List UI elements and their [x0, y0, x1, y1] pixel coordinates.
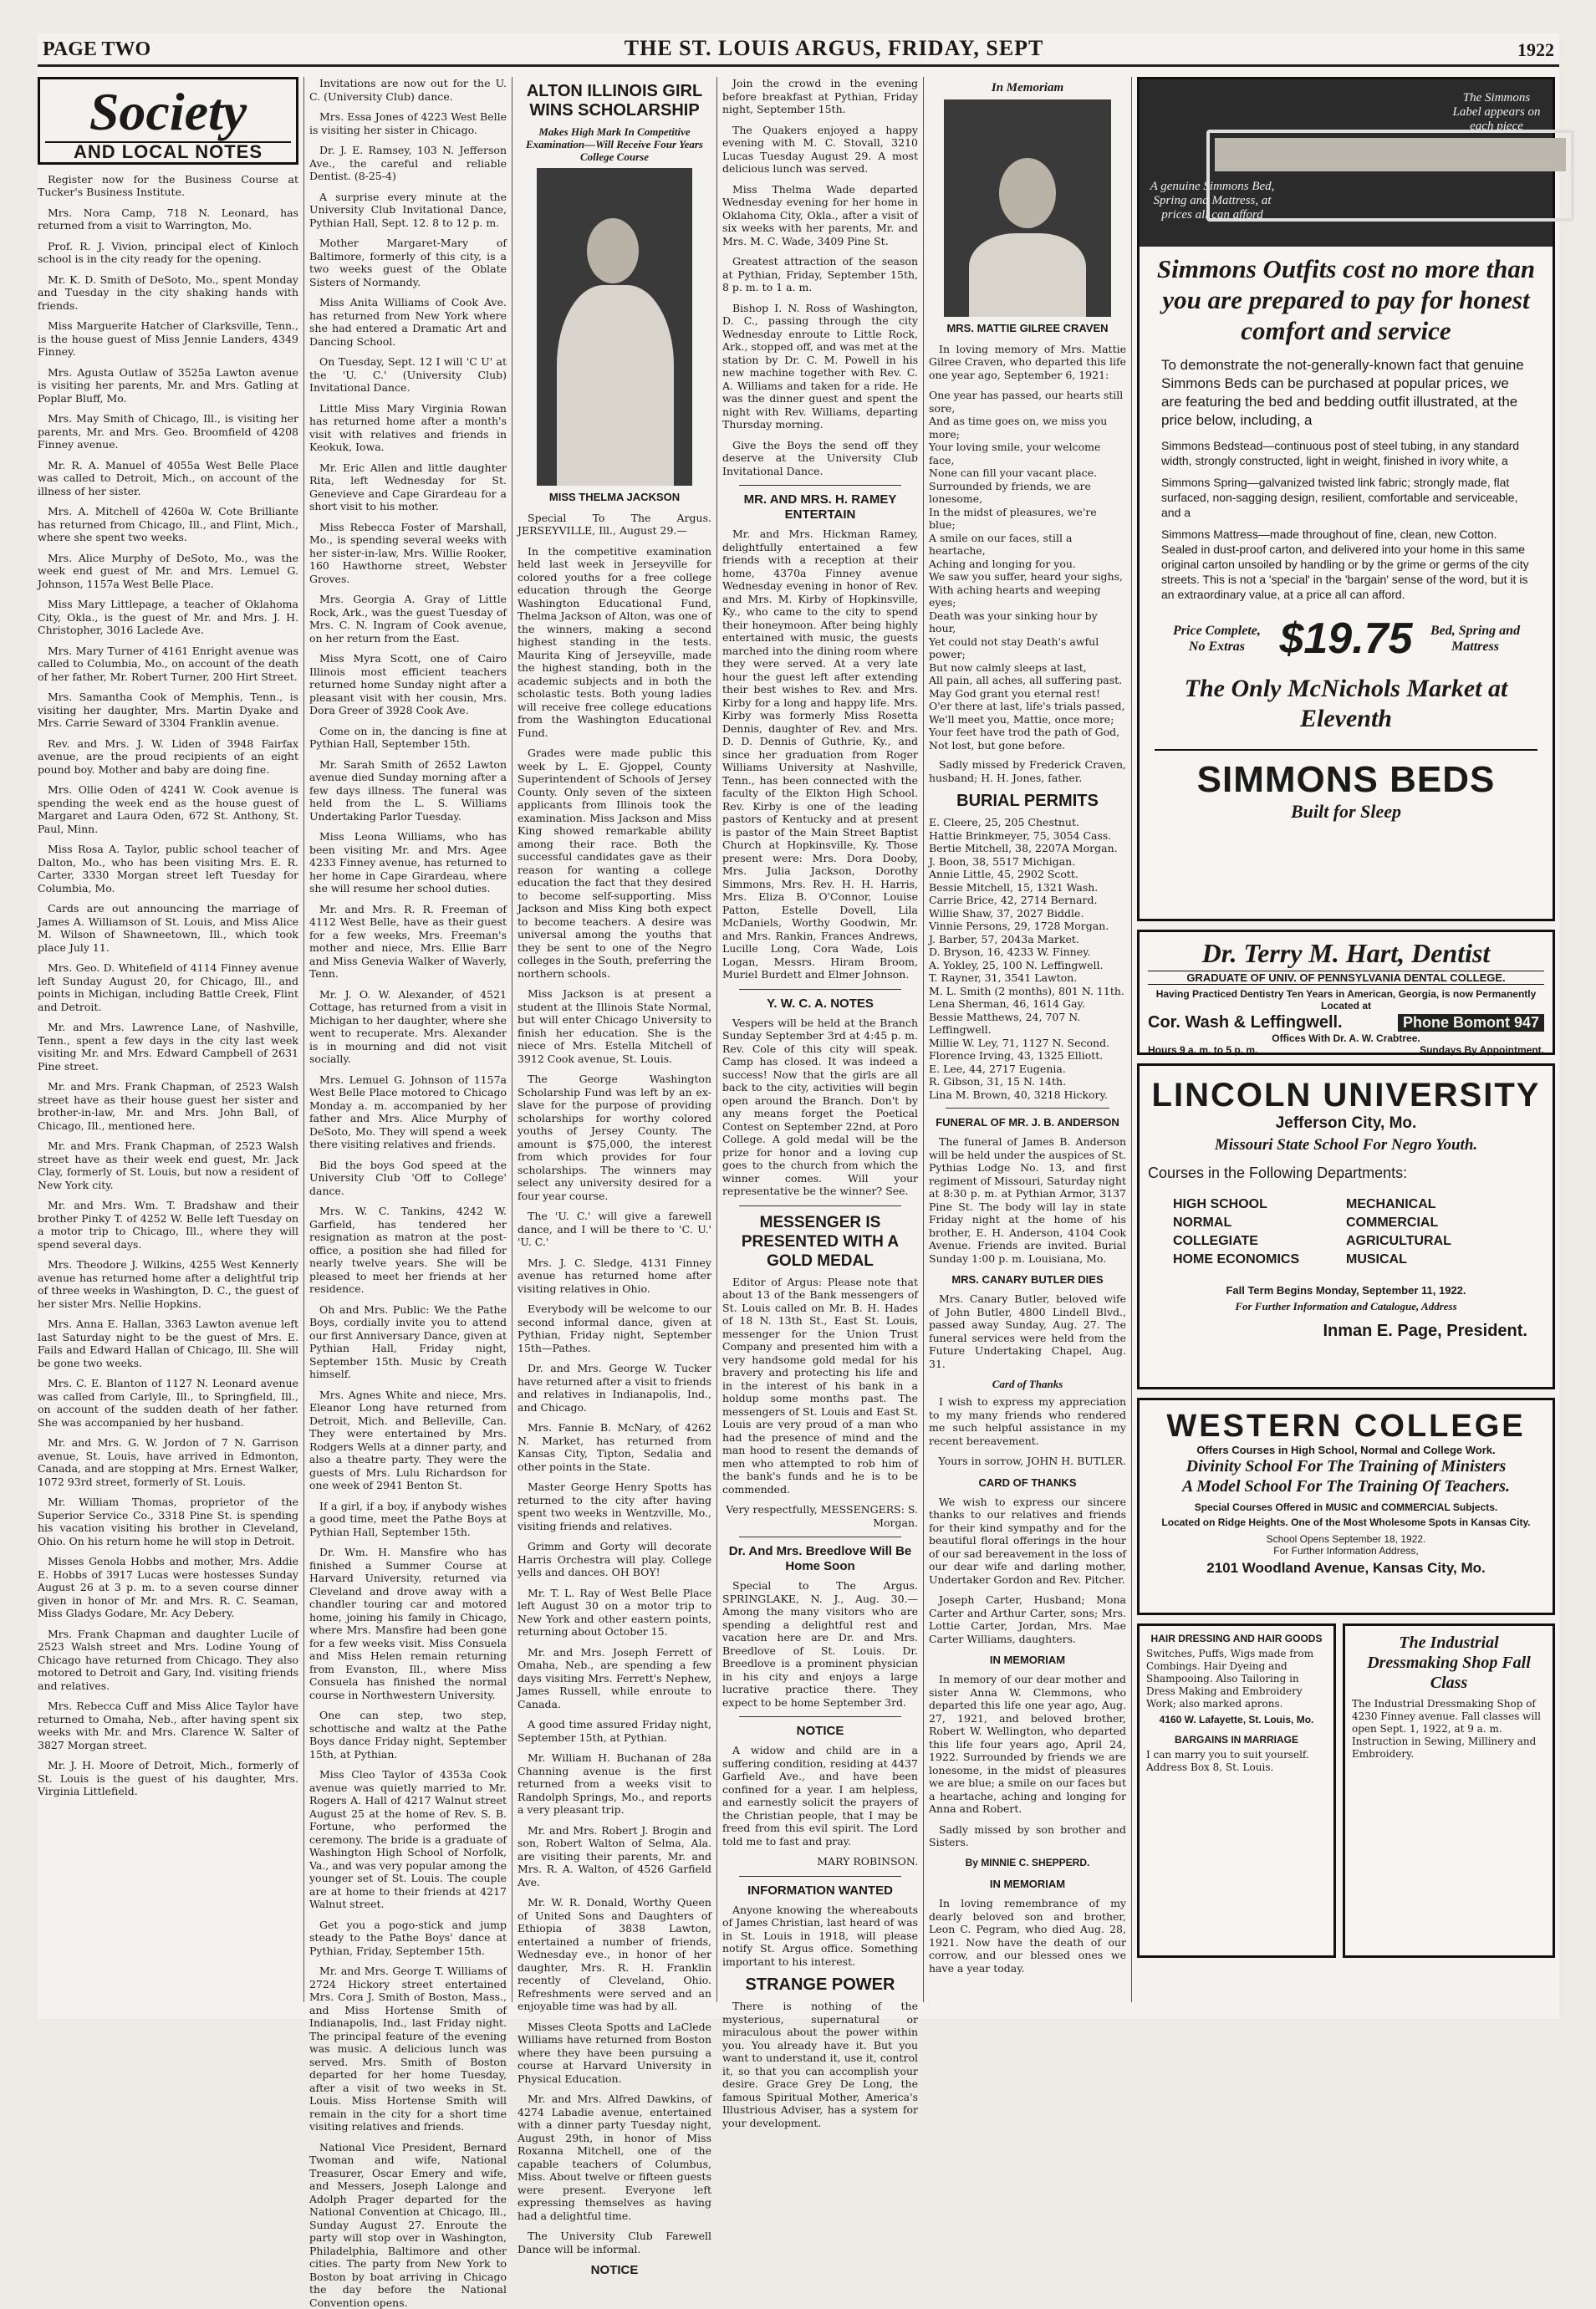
- hair-dressing-ad: [1137, 1623, 1336, 1958]
- local-item: A surprise every minute at the University Club Invitational Dance, Pythian Hall, Sept. 12. 8 to 12 p. m.: [309, 191, 507, 230]
- story-paragraph: Mrs. Fannie B. McNary, of 4262 N. Market, has returned from Kansas City, Tipton, Sedalia and other points in the State.: [518, 1421, 711, 1473]
- hart-dentist-ad: [1137, 930, 1555, 1055]
- news-brief: Greatest attraction of the season at Pythian, Friday, September 15th, 8 p. m. to 1 a. m.: [722, 255, 918, 294]
- memoriam2-signature: Sadly missed by son brother and Sisters.: [929, 1823, 1126, 1849]
- column-rule: [716, 77, 717, 2002]
- hair-text: Switches, Puffs, Wigs made from Combings. Hair Dyeing and Shampooing. Also Tailoring in Dress Making and Embroidery Work; also marked aprons.: [1146, 1648, 1327, 1710]
- memoriam-poem: [929, 389, 1126, 752]
- marriage-text: I can marry you to suit yourself. Address Box 8, St. Louis.: [1146, 1749, 1327, 1774]
- poem-line: Surrounded by friends, we are lonesome,: [929, 480, 1126, 506]
- simmons-brand: SIMMONS BEDS: [1146, 759, 1546, 801]
- hart-address: Cor. Wash & Leffingwell.: [1148, 1013, 1343, 1032]
- strange-power-heading: STRANGE POWER: [722, 1975, 918, 1995]
- memoriam-heading: In Memoriam: [929, 82, 1126, 94]
- society-item: Mrs. Anna E. Hallan, 3363 Lawton avenue left last Saturday night to be the guest of Mrs. E. Fails and Edward Hallan of Chicago, Ill. She will be gone two weeks.: [38, 1318, 298, 1369]
- lincoln-university-ad: [1137, 1063, 1555, 1389]
- western-special: Special Courses Offered in MUSIC and COMMERCIAL Subjects.: [1148, 1501, 1544, 1513]
- poem-line: Your feet have trod the path of God,: [929, 726, 1126, 739]
- masthead-date: 1922: [1517, 39, 1554, 61]
- simmons-headline: Simmons Outfits cost no more than you are prepared to pay for honest comfort and service: [1146, 253, 1546, 346]
- story-paragraph: In the competitive examination held last week in Jerseyville for colored youths for a free college education through the George Washington Educational Fund, Thelma Jackson of Alton, was one of the winners, making a second highest standing in the tests. Maurita King of Jerseyville, made the highest standing, both in the academic subjects and in both the scholastic tests. Both young ladies will receive free college educations from the Washington Educational Fund.: [518, 545, 711, 740]
- ads-column: [1137, 77, 1555, 1966]
- local-item: Mrs. Agnes White and niece, Mrs. Eleanor Long have returned from Detroit, Mich. and Belleville, Can. They were entertained by Mrs. Rodgers Wells at a dinner party, and also a theatre party. They were the guests of Mrs. Lulu Richardson for one week of 2941 Benton St.: [309, 1389, 507, 1492]
- small-ads-row: [1137, 1623, 1555, 1966]
- story-paragraph: Mr. and Mrs. Robert J. Brogin and son, Robert Walton of Selma, Ala. are visiting their parents, Mr. and Mrs. R. A. Walton, of 4526 Garfield Ave.: [518, 1824, 711, 1889]
- local-item: Invitations are now out for the U. C. (University Club) dance.: [309, 77, 507, 103]
- simmons-ad: [1137, 77, 1555, 921]
- photo-caption: MRS. MATTIE GILREE CRAVEN: [929, 322, 1126, 335]
- industrial-text: The Industrial Dressmaking Shop of 4230 Finney avenue. Fall classes will open Sept. 1, 1922, at 9 a. m. Instruction in Sewing, Millinery and Embroidery.: [1352, 1698, 1546, 1761]
- story-paragraph: Mrs. J. C. Sledge, 4131 Finney avenue has returned home after visiting relatives in Ohio.: [518, 1256, 711, 1296]
- column-locals: [309, 77, 507, 2002]
- simmons-intro: To demonstrate the not-generally-known fact that genuine Simmons Beds can be purchased at popular prices, we are featuring the bed and bedding outfit illustrated, at the price below, including, a: [1146, 356, 1546, 430]
- department: NORMAL: [1173, 1214, 1346, 1232]
- poem-line: Yet could not stay Death's awful power;: [929, 635, 1126, 661]
- story-paragraph: Misses Cleota Spotts and LaClede Williams have returned from Boston where they have been pursuing a course at Harvard University in Physical Education.: [518, 2021, 711, 2086]
- society-item: Mr. and Mrs. G. W. Jordon of 7 N. Garrison avenue, St. Louis, have arrived in Edmonton, Canada, and are stopping at Mrs. Ernest Walker, 1072 93rd street, formerly of St. Louis.: [38, 1436, 298, 1488]
- wanted-story: Anyone knowing the whereabouts of James Christian, last heard of was in St. Louis in 1918, will please notify St. Argus office. Something important to his interest.: [722, 1904, 918, 1969]
- marriage-head: BARGAINS IN MARRIAGE: [1146, 1734, 1327, 1746]
- society-item: Mrs. Theodore J. Wilkins, 4255 West Kennerly avenue has returned home after a delightful trip of three weeks in Washington, D. C., the guest of her sister Mrs. Nellie Hopkins.: [38, 1258, 298, 1310]
- story-paragraph: Mr. T. L. Ray of West Belle Place left August 30 on a motor trip to New York and other eastern points, returning about October 15.: [518, 1587, 711, 1639]
- thanks-heading: CARD OF THANKS: [929, 1476, 1126, 1491]
- society-item: Mr. R. A. Manuel of 4055a West Belle Place was called to Detroit, Mich., on account of the illness of her sister.: [38, 459, 298, 498]
- poem-line: In the midst of pleasures, we're blue;: [929, 506, 1126, 532]
- poem-line: We'll meet you, Mattie, once more;: [929, 713, 1126, 726]
- bed-note: A genuine Simmons Bed, Spring and Mattress, at prices all can afford: [1150, 180, 1275, 222]
- society-item: Miss Rosa A. Taylor, public school teacher of Dalton, Mo., who has been visiting Mrs. E. R. Carter, 3330 Morgan street left Tuesday for Columbia, Mo.: [38, 843, 298, 895]
- wanted-heading: INFORMATION WANTED: [722, 1883, 918, 1899]
- story-paragraph: The George Washington Scholarship Fund was left by an ex-slave for the purpose of providing scholarships for worthy colored youths of Jersey County. The amount is $75,000, the interest from which provides for four scholarships. The winners may select any university desired for a four year course.: [518, 1073, 711, 1202]
- poem-line: We saw you suffer, heard your sighs,: [929, 570, 1126, 584]
- burial-entry: Carrie Brice, 42, 2714 Bernard.: [929, 894, 1126, 907]
- department: COLLEGIATE: [1173, 1232, 1346, 1251]
- hart-sundays: Sundays By Appointment.: [1420, 1044, 1544, 1056]
- poem-line: O'er there at last, life's trials passed,: [929, 700, 1126, 713]
- hart-grad: GRADUATE OF UNIV. OF PENNSYLVANIA DENTAL COLLEGE.: [1148, 971, 1544, 985]
- local-item: Mr. and Mrs. George T. Williams of 2724 Hickory street entertained Mrs. Cora J. Smith of Boston, Mass., and Miss Hortense Smith of Indianapolis, Ind., last Friday night. The principal feature of the evening was music. A delicious lunch was served. Mrs. Smith of Boston departed for her home Tuesday, after a visit of two weeks in St. Louis. Miss Hortense Smith will remain in the city for a short time visiting relatives and friends.: [309, 1965, 507, 2133]
- news-briefs: [722, 77, 918, 477]
- funeral-story: The funeral of James B. Anderson will be held under the auspices of St. Pythias Lodge No. 13, and first regiment of Missouri, Saturday night at 8:30 p. m. at Pythian Armor, 3137 Pine St. The body will lay in state Friday night at the home of his brother, E. H. Anderson, 4104 Cook Avenue. Friends are invited. Burial Sunday 1:00 p. m. Louisiana, Mo.: [929, 1135, 1126, 1265]
- industrial-title: The Industrial Dressmaking Shop Fall Class: [1352, 1633, 1546, 1693]
- simmons-tagline: Built for Sleep: [1146, 801, 1546, 823]
- newspaper-page: [38, 33, 1559, 2019]
- story-paragraph: Dr. and Mrs. George W. Tucker have returned after a visit to friends and relatives in Indianapolis, Ind., and Chicago.: [518, 1362, 711, 1414]
- local-item: Mrs. Essa Jones of 4223 West Belle is visiting her sister in Chicago.: [309, 110, 507, 136]
- story-paragraph: The 'U. C.' will give a farewell dance, and I will be there to 'C. U.' 'U. C.': [518, 1210, 711, 1249]
- memoriam-intro: In loving memory of Mrs. Mattie Gilree Craven, who departed this life one year ago, September 6, 1921:: [929, 343, 1126, 382]
- simmons-bedstead: Simmons Bedstead—continuous post of steel tubing, in any standard width, strongly constructed, light in weight, finished in ivory white, a: [1146, 438, 1546, 468]
- poem-line: But now calmly sleeps at last,: [929, 661, 1126, 675]
- butler-card: I wish to express my appreciation to my many friends who rendered me such helpful assistance in my recent bereavement.: [929, 1395, 1126, 1447]
- butler-heading: MRS. CANARY BUTLER DIES: [929, 1272, 1126, 1287]
- column-news: [722, 77, 918, 2002]
- price: $19.75: [1279, 614, 1412, 664]
- photo-caption: MISS THELMA JACKSON: [518, 491, 711, 504]
- society-item: Mr. K. D. Smith of DeSoto, Mo., spent Monday and Tuesday in the city shaking hands with friends.: [38, 273, 298, 313]
- society-item: Mr. William Thomas, proprietor of the Superior Service Co., 3318 Pine St. is spending his vacation visiting his brother in Cleveland, Ohio. On his return home he will stop in Detroit.: [38, 1496, 298, 1547]
- department: AGRICULTURAL: [1346, 1232, 1519, 1251]
- hart-phone: Phone Bomont 947: [1398, 1014, 1544, 1032]
- ywca-story: Vespers will be held at the Branch Sunday September 3rd at 4:45 p. m. Rev. Cole of this city will speak. Camp has closed. It was indeed a success! Now that the girls are all back to the city, activities will begin open around the Branch. Don't by any means forget the Poetical Contest on September 22nd, at Poro College. A gold medal will be the prize for honor and a loving cup goes to the church from which the winner comes. Will your representative be the winner? See.: [722, 1017, 918, 1198]
- notice-heading: NOTICE: [518, 2263, 711, 2278]
- local-item: Miss Myra Scott, one of Cairo Illinois most efficient teachers returned home Sunday night after a pleasant visit with her cousin, Mrs. Dora Greer of 3928 Cook Ave.: [309, 652, 507, 717]
- burial-permits-heading: BURIAL PERMITS: [929, 792, 1126, 811]
- society-item: Prof. R. J. Vivion, principal elect of Kinloch school is in the city ready for the opening.: [38, 240, 298, 266]
- lincoln-subtitle: Missouri State School For Negro Youth.: [1148, 1136, 1544, 1154]
- burial-entry: J. Barber, 57, 2043a Market.: [929, 933, 1126, 946]
- burial-entry: A. Yokley, 25, 100 N. Leffingwell.: [929, 959, 1126, 972]
- local-item: Miss Leona Williams, who has been visiting Mr. and Mrs. Agee 4233 Finney avenue, has returned to her home in Cape Girardeau, where she will resume her school duties.: [309, 830, 507, 895]
- burial-entry: Willie Shaw, 37, 2027 Biddle.: [929, 907, 1126, 920]
- news-brief: Miss Thelma Wade departed Wednesday evening for her home in Oklahoma City, Okla., after a visit of six weeks with her parents, Mr. and Mrs. M. C. Wade, 3409 Pine St.: [722, 183, 918, 248]
- news-brief: Give the Boys the send off they deserve at the University Club Invitational Dance.: [722, 439, 918, 478]
- local-item: Get you a pogo-stick and jump steady to the Pathe Boys' dance at Pythian, Friday, September 15th.: [309, 1919, 507, 1958]
- story-paragraph: Grimm and Gorty will decorate Harris Orchestra will play. College yells and dances. OH BOY!: [518, 1540, 711, 1579]
- local-item: If a girl, if a boy, if anybody wishes a good time, meet the Pathe Boys at Pythian Hall, September 15th.: [309, 1500, 507, 1539]
- scholarship-deck: Makes High Mark In Competitive Examination—Will Receive Four Years College Course: [518, 125, 711, 163]
- news-brief: The Quakers enjoyed a happy evening with M. C. Stovall, 3210 Lucas Tuesday August 29. A most delicious lunch was served.: [722, 124, 918, 176]
- poem-line: Not lost, but gone before.: [929, 739, 1126, 752]
- burial-entry: Lena Sherman, 46, 1614 Gay.: [929, 997, 1126, 1011]
- scholarship-story: [518, 545, 711, 2256]
- memoriam2-heading: IN MEMORIAM: [929, 1653, 1126, 1668]
- society-item: Mrs. Geo. D. Whitefield of 4114 Finney avenue left Sunday August 20, for Chicago, Ill., and points in Michigan, including Battle Creek, Flint and Detroit.: [38, 961, 298, 1013]
- industrial-dressmaking-ad: [1343, 1623, 1555, 1958]
- society-logo: Society: [45, 83, 291, 141]
- messenger-heading: MESSENGER IS PRESENTED WITH A GOLD MEDAL: [722, 1213, 918, 1271]
- society-item: Mr. and Mrs. Wm. T. Bradshaw and their brother Pinky T. of 4252 W. Belle left Tuesday on a motor trip to Chicago, Ill., where they will spend several days.: [38, 1199, 298, 1251]
- hair-address: 4160 W. Lafayette, St. Louis, Mo.: [1146, 1714, 1327, 1725]
- price-right: Bed, Spring and Mattress: [1430, 623, 1522, 655]
- lincoln-departments: [1148, 1195, 1544, 1269]
- funeral-heading: FUNERAL OF MR. J. B. ANDERSON: [929, 1115, 1126, 1130]
- locals-items: [309, 77, 507, 2309]
- society-item: Mrs. Agusta Outlaw of 3525a Lawton avenue is visiting her parents, Mr. and Mrs. Gatling at Poplar Bluff, Mo.: [38, 366, 298, 405]
- poem-line: One year has passed, our hearts still sore,: [929, 389, 1126, 415]
- poem-line: May God grant you eternal rest!: [929, 687, 1126, 701]
- society-item: Rev. and Mrs. J. W. Liden of 3948 Fairfax avenue, are the proud recipients of an eight pound boy. Mother and baby are doing fine.: [38, 737, 298, 777]
- page-label: PAGE TWO: [43, 38, 150, 61]
- local-item: Miss Anita Williams of Cook Ave. has returned from New York where she had entered a Dramatic Art and Dancing School.: [309, 296, 507, 348]
- simmons-spring: Simmons Spring—galvanized twisted link fabric; strongly made, flat surfaced, non-sagging design, resilient, comfortable and serviceable, and a: [1146, 475, 1546, 520]
- price-left: Price Complete, No Extras: [1170, 623, 1262, 655]
- by-line: By MINNIE C. SHEPPERD.: [929, 1857, 1126, 1870]
- society-item: Mrs. Frank Chapman and daughter Lucile of 2523 Walsh street and Mrs. Lodine Young of Chicago have returned from Chicago. They also motored to Detroit and Gary, Ind. visiting friends and relatives.: [38, 1628, 298, 1693]
- memoriam2-story: In memory of our dear mother and sister Anna W. Clemmons, who departed this life one year ago, Aug. 27, 1921, and beloved brother, Robert W. Wellington, who departed this life four years ago, April 24, 1922. Surrounded by friends we are lonesome, in the midst of pleasures we are blue; a smile on our faces but a heartache, aching and longing for Anna and Robert.: [929, 1673, 1126, 1816]
- breedlove-heading: Dr. And Mrs. Breedlove Will Be Home Soon: [722, 1544, 918, 1574]
- masthead: [38, 33, 1559, 67]
- western-model: A Model School For The Training Of Teachers.: [1148, 1476, 1544, 1496]
- messenger-signature: Very respectfully, MESSENGERS: S. Morgan.: [722, 1503, 918, 1529]
- story-paragraph: Mr. W. R. Donald, Worthy Queen of United Sons and Daughters of Ethiopia of 3838 Lawton, entertained a number of friends, Wednesday eve., in honor of her daughter, Mrs. R. H. Franklin recently of Cleveland, Ohio. Refreshments were served and an enjoyable time was had by all.: [518, 1896, 711, 2013]
- poem-line: None can fill your vacant place.: [929, 466, 1126, 480]
- burial-entry: Bessie Matthews, 24, 707 N. Leffingwell.: [929, 1011, 1126, 1037]
- society-item: Mrs. Ollie Oden of 4241 W. Cook avenue is spending the week end as the house guest of Margaret and Laura Oden, 672 St. Anthony, St. Paul, Minn.: [38, 783, 298, 835]
- society-item: Mr. J. H. Moore of Detroit, Mich., formerly of St. Louis is the guest of his daughter, Mrs. Virginia Littlefield.: [38, 1759, 298, 1798]
- burial-entry: E. Cleere, 25, 205 Chestnut.: [929, 816, 1126, 829]
- story-paragraph: Master George Henry Spotts has returned to the city after having spent two weeks in Wentzville, Mo., visiting friends and relatives.: [518, 1481, 711, 1532]
- burial-entry: Bertie Mitchell, 38, 2207A Morgan.: [929, 842, 1126, 855]
- bed-illustration: [1140, 79, 1553, 247]
- local-item: Miss Rebecca Foster of Marshall, Mo., is spending several weeks with her sister-in-law, Mrs. Willie Rooker, 160 Hawthorne street, Webster Groves.: [309, 521, 507, 586]
- story-paragraph: A good time assured Friday night, September 15th, at Pythian.: [518, 1718, 711, 1744]
- local-item: One can step, two step, schottische and waltz at the Pathe Boys dance Friday night, September 15th, at Pythian.: [309, 1709, 507, 1761]
- hart-office: Offices With Dr. A. W. Crabtree.: [1148, 1032, 1544, 1044]
- simmons-mattress: Simmons Mattress—made throughout of fine, clean, new Cotton. Sealed in dust-proof carton, and delivered into your home in this same original carton unsoiled by handling or by the grime or germs of the city streets. This is not a 'special' in the 'bargain' sense of the word, but it is an extraordinary value, at a price all can afford.: [1146, 527, 1546, 602]
- local-item: Mr. Eric Allen and little daughter Rita, left Wednesday for St. Genevieve and Cape Girardeau for a short visit to his mother.: [309, 461, 507, 513]
- society-item: Cards are out announcing the marriage of James A. Williamson of St. Louis, and Miss Alice M. Wilson of Shawneetown, Ill., which took place July 11.: [38, 902, 298, 954]
- local-item: Mrs. Georgia A. Gray of Little Rock, Ark., was the guest Tuesday of Mrs. C. N. Ingram of Cook avenue, on her return from the East.: [309, 593, 507, 645]
- messenger-story: Editor of Argus: Please note that about 13 of the Bank messengers of St. Louis called on Mr. B. H. Hades of 18 N. 13th St., East St. Louis, messenger for the Union Trust Company and presented him with a very handsome gold medal for his bravery and protecting his life and in the interest of his bank in a holdup some months past. The messengers of St. Louis and East St. Louis are very proud of a man who had the presence of mind and the man hood to resent the demands of men who attempted to rob him of the bank's funds and he is to be commended.: [722, 1276, 918, 1496]
- story-paragraph: Grades were made public this week by L. E. Gjoppel, County Superintendent of Schools of Jersey County. Only seven of the sixteen applicants from Illinois took the examination. Miss Jackson and Miss King showed remarkable ability among their race. Both the successful candidates gave as their reason for wanting a college education the fact that they desired to become self-supporting. Miss Jackson and Miss King both expect to become teachers. A desire was universal among the youths that they be sent to one of the Negro colleges in the South, preferring the northern schools.: [518, 747, 711, 980]
- society-item: Mrs. A. Mitchell of 4260a W. Cote Brilliante has returned from Chicago, Ill., and Flint, Mich., where she spent two weeks.: [38, 505, 298, 544]
- thanks-signature: Joseph Carter, Husband; Mona Carter and Arthur Carter, sons; Mrs. Lottie Carter, Jordan, Mrs. Mae Carter Williams, daughters.: [929, 1593, 1126, 1645]
- burial-entry: M. L. Smith (2 months), 801 N. 11th.: [929, 985, 1126, 998]
- society-item: Mrs. Rebecca Cuff and Miss Alice Taylor have returned to Omaha, Neb., after having spent six weeks with Mr. and Mrs. Clarence W. Salter of 3827 Morgan street.: [38, 1700, 298, 1751]
- thanks-story: We wish to express our sincere thanks to our relatives and friends for their kind sympathy and for the beautiful floral offerings in the hour of our sad bereavement in the loss of our dear wife and darling mother, Undertaker Gordon and Rev. Pitcher.: [929, 1496, 1126, 1587]
- society-item: Mr. and Mrs. Lawrence Lane, of Nashville, Tenn., spent a few days in the city last week visiting Mr. and Mrs. Edward Campbell of 2631 Pine street.: [38, 1021, 298, 1073]
- local-item: National Vice President, Bernard Twoman and wife, National Treasurer, Oscar Emery and wife, and Messers, Joseph Lalonge and Adolph Prager departed for the National Convention at Chicago, Ill., Sunday August 27. Enroute the party will stop over in Washington, Philadelphia, Baltimore and other cities. The party from New York to Boston by boat arriving in Chicago the day before the National Convention opens.: [309, 2141, 507, 2309]
- column-memoriam: [929, 77, 1126, 2002]
- burial-entry: R. Gibson, 31, 15 N. 14th.: [929, 1075, 1126, 1088]
- price-row: [1146, 614, 1546, 664]
- butler-story: Mrs. Canary Butler, beloved wife of John Butler, 4800 Lindell Blvd., passed away Sunday, Aug. 27. The funeral services were held from the Future Undertaking Chapel, Aug. 31.: [929, 1292, 1126, 1370]
- lincoln-courses: Courses in the Following Departments:: [1148, 1165, 1544, 1182]
- society-item: Mrs. Mary Turner of 4161 Enright avenue was called to Columbia, Mo., on account of the death of her father, Mr. Robert Turner, 200 Hirt Street.: [38, 645, 298, 684]
- society-subtitle: AND LOCAL NOTES: [45, 141, 291, 159]
- story-paragraph: Everybody will be welcome to our second informal dance, given at Pythian, Friday night, September 15th—Pathes.: [518, 1302, 711, 1354]
- mattie-craven-photo: [944, 99, 1111, 317]
- society-item: Mrs. May Smith of Chicago, Ill., is visiting her parents, Mr. and Mrs. Geo. Broomfield of 4208 Finney avenue.: [38, 412, 298, 451]
- notice-signature: MARY ROBINSON.: [722, 1855, 918, 1868]
- ywca-heading: Y. W. C. A. NOTES: [722, 996, 918, 1012]
- story-paragraph: The University Club Farewell Dance will be informal.: [518, 2230, 711, 2255]
- western-located: Located on Ridge Heights. One of the Most Wholesome Spots in Kansas City.: [1148, 1516, 1544, 1528]
- lincoln-city: Jefferson City, Mo.: [1148, 1114, 1544, 1133]
- story-paragraph: Mr. and Mrs. Alfred Dawkins, of 4274 Labadie avenue, entertained with a dinner party Tuesday night, August 29th, in honor of Miss Roxanna Mitchell, one of the capable teachers of Columbus, Miss. About twelve or fifteen guests were present. Everyone left expressing themselves as having had a delightful time.: [518, 2092, 711, 2222]
- lincoln-fall: Fall Term Begins Monday, September 11, 1922.: [1148, 1284, 1544, 1297]
- society-item: Mr. and Mrs. Frank Chapman, of 2523 Walsh street have as their week end guest, Mr. Jack Clay, formerly of St. Louis, but now a resident of New York city.: [38, 1139, 298, 1191]
- poem-line: And as time goes on, we miss you more;: [929, 415, 1126, 441]
- society-item: Mrs. Samantha Cook of Memphis, Tenn., is visiting her daughter, Mrs. Martin Dyake and Mrs. Carrie Seward of 3304 Franklin avenue.: [38, 691, 298, 730]
- local-item: Dr. J. E. Ramsey, 103 N. Jefferson Ave., the careful and reliable Dentist. (8-25-4): [309, 144, 507, 183]
- column-scholarship: [518, 77, 711, 2002]
- hair-head: HAIR DRESSING AND HAIR GOODS: [1146, 1633, 1327, 1644]
- society-item: Mr. and Mrs. Frank Chapman, of 2523 Walsh street have as their house guest her sister and brother-in-law, Mr. and Mrs. John Ball, of Chicago, Ill., mentioned here.: [38, 1080, 298, 1132]
- column-rule: [1131, 77, 1132, 2002]
- local-item: Little Miss Mary Virginia Rowan has returned home after a month's visit with relatives and friends in Keokuk, Iowa.: [309, 402, 507, 454]
- column-rule: [923, 77, 924, 2002]
- local-item: Mrs. Lemuel G. Johnson of 1157a West Belle Place motored to Chicago Monday a. m. accompanied by her father and Mrs. Alice Murphy of DeSoto, Mo. They will spend a week there visiting relatives and friends.: [309, 1073, 507, 1151]
- local-item: On Tuesday, Sept. 12 I will 'C U' at the 'U. C.' (University Club) Invitational Dance.: [309, 355, 507, 395]
- burial-entry: T. Rayner, 31, 3541 Lawton.: [929, 971, 1126, 985]
- local-item: Mrs. W. C. Tankins, 4242 W. Garfield, has tendered her resignation as matron at the post-office, a position she had filled for nearly twelve years. She will be pleased to meet her friends at her residence.: [309, 1205, 507, 1296]
- poem-line: Aching and longing for you.: [929, 558, 1126, 571]
- burial-list: [929, 816, 1126, 1101]
- label-note: The Simmons Label appears on each piece: [1451, 91, 1542, 134]
- local-item: Mr. J. O. W. Alexander, of 4521 Cottage, has returned from a visit in Michigan to her daughter, where she went to recuperate. Mrs. Alexander is in mourning and did not visit socially.: [309, 988, 507, 1066]
- memoriam3-heading: IN MEMORIAM: [929, 1877, 1126, 1892]
- department: HOME ECONOMICS: [1173, 1251, 1346, 1269]
- burial-entry: Florence Irving, 43, 1325 Elliott.: [929, 1049, 1126, 1063]
- society-logo-box: [38, 77, 298, 165]
- poem-line: Your loving smile, your welcome face,: [929, 441, 1126, 466]
- dateline: Special To The Argus. JERSEYVILLE, Ill., August 29.—: [518, 512, 711, 538]
- local-item: Mr. and Mrs. R. R. Freeman of 4112 West Belle, have as their guest for a few weeks, Mrs. Freeman's mother and niece, Mrs. Ellie Barr and Miss Genevia Walker of Waverly, Tenn.: [309, 903, 507, 981]
- western-college-ad: [1137, 1398, 1555, 1615]
- memoriam-signature: Sadly missed by Frederick Craven, husband; H. H. Jones, father.: [929, 758, 1126, 784]
- butler-card-heading: Card of Thanks: [929, 1378, 1126, 1390]
- breedlove-story: Special to The Argus. SPRINGLAKE, N. J., Aug. 30.—Among the many visitors who are spending a delightful rest and vacation here are Dr. and Mrs. Breedlove of St. Louis. Dr. Breedlove is a prominent physician in his city and enjoys a large lucrative practice there. They expect to be home September 3rd.: [722, 1579, 918, 1709]
- local-item: Bid the boys God speed at the University Club 'Off to College' dance.: [309, 1159, 507, 1198]
- local-item: Dr. Wm. H. Mansfire who has finished a Summer Course at Harvard University, returned via Cleveland and drove away with a chandler touring car and motored home, joining his family in Chicago, where Mrs. Mansfire had been gone for a few weeks visit. Miss Consuela and Miss Helen remain returning from Evanston, Ill., where Miss Consuela has finished the normal course in Northwestern University.: [309, 1546, 507, 1701]
- story-paragraph: Mr. and Mrs. Joseph Ferrett of Omaha, Neb., are spending a few days visiting Mrs. Ferrett's Nephew, James Russell, while enroute to Canada.: [518, 1646, 711, 1711]
- western-address: 2101 Woodland Avenue, Kansas City, Mo.: [1148, 1560, 1544, 1577]
- society-item: Miss Mary Littlepage, a teacher of Oklahoma City, Okla., is the guest of Mr. and Mrs. J. H. Christopher, 3016 Laclede Ave.: [38, 598, 298, 637]
- western-info: For Further Information Address,: [1148, 1545, 1544, 1557]
- hart-title: Dr. Terry M. Hart, Dentist: [1148, 937, 1544, 969]
- thelma-jackson-photo: [537, 168, 692, 486]
- poem-line: With aching hearts and weeping eyes;: [929, 584, 1126, 609]
- local-item: Mr. Sarah Smith of 2652 Lawton avenue died Sunday morning after a few days illness. The funeral was held from the L. S. Williams Undertaking Parlor Tuesday.: [309, 758, 507, 823]
- society-item: Register now for the Business Course at Tucker's Business Institute.: [38, 173, 298, 199]
- burial-entry: Millie W. Ley, 71, 1127 N. Second.: [929, 1037, 1126, 1050]
- local-item: Miss Cleo Taylor of 4353a Cook avenue was quietly married to Mr. Rogers A. Hall of 4217 Walnut street August 25 at the home of Rev. S. B. Fortune, who performed the ceremony. The bride is a graduate of Washington High School of Norfolk, Va., and was very popular among the younger set of St. Louis. The couple are at home to their friends at 4217 Walnut street.: [309, 1768, 507, 1911]
- story-paragraph: Mr. William H. Buchanan of 28a Channing avenue is the first returned from a weeks visit to Randolph Springs, Mo., and reports a very pleasant trip.: [518, 1751, 711, 1817]
- burial-entry: Hattie Brinkmeyer, 75, 3054 Cass.: [929, 829, 1126, 843]
- memoriam3-story: In loving remembrance of my dearly beloved son and brother, Leon C. Pegram, who died Aug. 28, 1921. Now have the death of our corrow, and our blessed ones we have a year today.: [929, 1897, 1126, 1975]
- notice-story: A widow and child are in a suffering condition, residing at 4437 Garfield Ave., and have been confined for a year. I am helpless, and earnestly solicit the prayers of the Christian people, that I may be freed from this evil spirit. The Lord told me to fast and pray.: [722, 1744, 918, 1848]
- department: MUSICAL: [1346, 1251, 1519, 1269]
- burial-entry: Annie Little, 45, 2902 Scott.: [929, 868, 1126, 881]
- lincoln-title: LINCOLN UNIVERSITY: [1148, 1076, 1544, 1114]
- western-opens: School Opens September 18, 1922.: [1148, 1533, 1544, 1545]
- notice-heading: NOTICE: [722, 1724, 918, 1739]
- society-item: Mrs. Alice Murphy of DeSoto, Mo., was the week end guest of Mr. and Mrs. Lemuel G. Johnson, 1157a West Belle Place.: [38, 552, 298, 591]
- newspaper-title: THE ST. LOUIS ARGUS, FRIDAY, SEPT: [625, 36, 1044, 61]
- burial-entry: Bessie Mitchell, 15, 1321 Wash.: [929, 881, 1126, 895]
- burial-entry: D. Bryson, 16, 4233 W. Finney.: [929, 946, 1126, 959]
- department: MECHANICAL: [1346, 1195, 1519, 1214]
- column-society: [38, 77, 298, 2002]
- store-name: The Only McNichols Market at Eleventh: [1146, 674, 1546, 734]
- department: HIGH SCHOOL: [1173, 1195, 1346, 1214]
- western-title: WESTERN COLLEGE: [1148, 1409, 1544, 1444]
- column-rule: [303, 77, 304, 2002]
- hart-line1: Having Practiced Dentistry Ten Years in American, Georgia, is now Permanently Located at: [1148, 988, 1544, 1012]
- western-offers: Offers Courses in High School, Normal and College Work.: [1148, 1444, 1544, 1456]
- society-item: Mrs. C. E. Blanton of 1127 N. Leonard avenue was called from Carlyle, Ill., to Springfield, Ill., on account of the sudden death of her father. She was accompanied by her husband.: [38, 1377, 298, 1429]
- hart-hours: Hours 9 a. m. to 5 p. m.: [1148, 1044, 1257, 1056]
- society-item: Mrs. Nora Camp, 718 N. Leonard, has returned from a visit to Warrington, Mo.: [38, 206, 298, 232]
- poem-line: Death was your sinking hour by hour,: [929, 609, 1126, 635]
- burial-entry: E. Lee, 44, 2717 Eugenia.: [929, 1063, 1126, 1076]
- news-brief: Bishop I. N. Ross of Washington, D. C., passing through the city Wednesday enroute to Little Rock, Ark., stopped off, and was met at the station by Dr. C. M. Powell in his new machine together with Rev. C. A. Williams and taken for a ride. He was the dinner guest and spent the night with Rev. Williams, departing Thursday morning.: [722, 302, 918, 431]
- local-item: Oh and Mrs. Public: We the Pathe Boys, cordially invite you to attend our first Anniversary Dance, given at Pythian Hall, Friday night, September 15th. Music by Creath himself.: [309, 1303, 507, 1381]
- burial-entry: Vinnie Persons, 29, 1728 Morgan.: [929, 920, 1126, 933]
- society-items: [38, 173, 298, 1798]
- local-item: Mother Margaret-Mary of Baltimore, formerly of this city, is a two weeks guest of the Oblate Sisters of Normandy.: [309, 237, 507, 288]
- strange-power-story: There is nothing of the mysterious, supernatural or miraculous about the power within you. You already have it. But you want to understand it, use it, control it, so that you can accomplish your desire. Grace Grey De Long, the famous Spiritual Mother, America's Illustrious Adviser, has a system for your development.: [722, 2000, 918, 2129]
- lincoln-president: Inman E. Page, President.: [1148, 1322, 1544, 1341]
- society-item: Miss Marguerite Hatcher of Clarksville, Tenn., is the house guest of Miss Jennie Landers, 4349 Finney.: [38, 319, 298, 359]
- scholarship-headline: ALTON ILLINOIS GIRL WINS SCHOLARSHIP: [518, 82, 711, 120]
- society-item: Misses Genola Hobbs and mother, Mrs. Addie E. Hobbs of 3917 Lucas were hostesses Sunday August 26 at 3 p. m. to a seven course dinner given in honor of Mr. and Mrs. R. C. Seaman, Miss Gladys Godare, Mr. Acy Debery.: [38, 1555, 298, 1620]
- ramey-heading: MR. AND MRS. H. RAMEY ENTERTAIN: [722, 492, 918, 522]
- western-divinity: Divinity School For The Training of Ministers: [1148, 1456, 1544, 1476]
- lincoln-info: For Further Information and Catalogue, Address: [1148, 1300, 1544, 1313]
- department: COMMERCIAL: [1346, 1214, 1519, 1232]
- ramey-story: Mr. and Mrs. Hickman Ramey, delightfully entertained a few friends with a reception at their home, 4370a Finney avenue Wednesday evening in honor of Rev. and Mrs. M. Kirby of Hopkinsville, Ky., who came to the city to spend their honeymoon. After being highly entertained with music, the guests marched into the dining room where they were served. At a very late hour the guest left after extending their best wishes to Rev. and Mrs. Kirby for a long and happy life. Mrs. Kirby was formerly Miss Rosetta Dennis, daughter of Rev. and Mrs. D. D. Dennis of Guthrie, Ky., and since her graduation from Roger Williams University at Nashville, Tenn., has been connected with the faculty of the Elkton High School. Rev. Kirby is one of the leading pastors of Kentucky and at present is pastor of the Main Street Baptist Church at Hopkinsville, Ky. Those present were: Mrs. Dora Dooby, Mrs. Julia Jackson, Dorothy Simmons, Mrs. Rev. H. H. Harris, Mrs. Eliza B. O'Connor, Louise Patton, Estelle Dovell, Lila McDaniels, Worthy Goodwin, Mr. and Mrs. Rankin, Frances Andrews, Lucille Long, Cora Wade, Lois Logan, Messrs. Hiram Broom, Muriel Burdett and Elmer Johnson.: [722, 528, 918, 981]
- burial-entry: J. Boon, 38, 5517 Michigan.: [929, 855, 1126, 869]
- local-item: Come on in, the dancing is fine at Pythian Hall, September 15th.: [309, 725, 507, 751]
- poem-line: A smile on our faces, still a heartache,: [929, 532, 1126, 558]
- poem-line: All pain, all aches, all suffering past.: [929, 674, 1126, 687]
- story-paragraph: Miss Jackson is at present a student at the Illinois State Normal, but will enter Chicago University to finish her education. She is the niece of Mrs. Estella Mitchell of 3912 Cook avenue, St. Louis.: [518, 987, 711, 1065]
- news-brief: Join the crowd in the evening before breakfast at Pythian, Friday night, September 15th.: [722, 77, 918, 116]
- butler-signature: Yours in sorrow, JOHN H. BUTLER.: [929, 1455, 1126, 1468]
- burial-entry: Lina M. Brown, 40, 3218 Hickory.: [929, 1088, 1126, 1102]
